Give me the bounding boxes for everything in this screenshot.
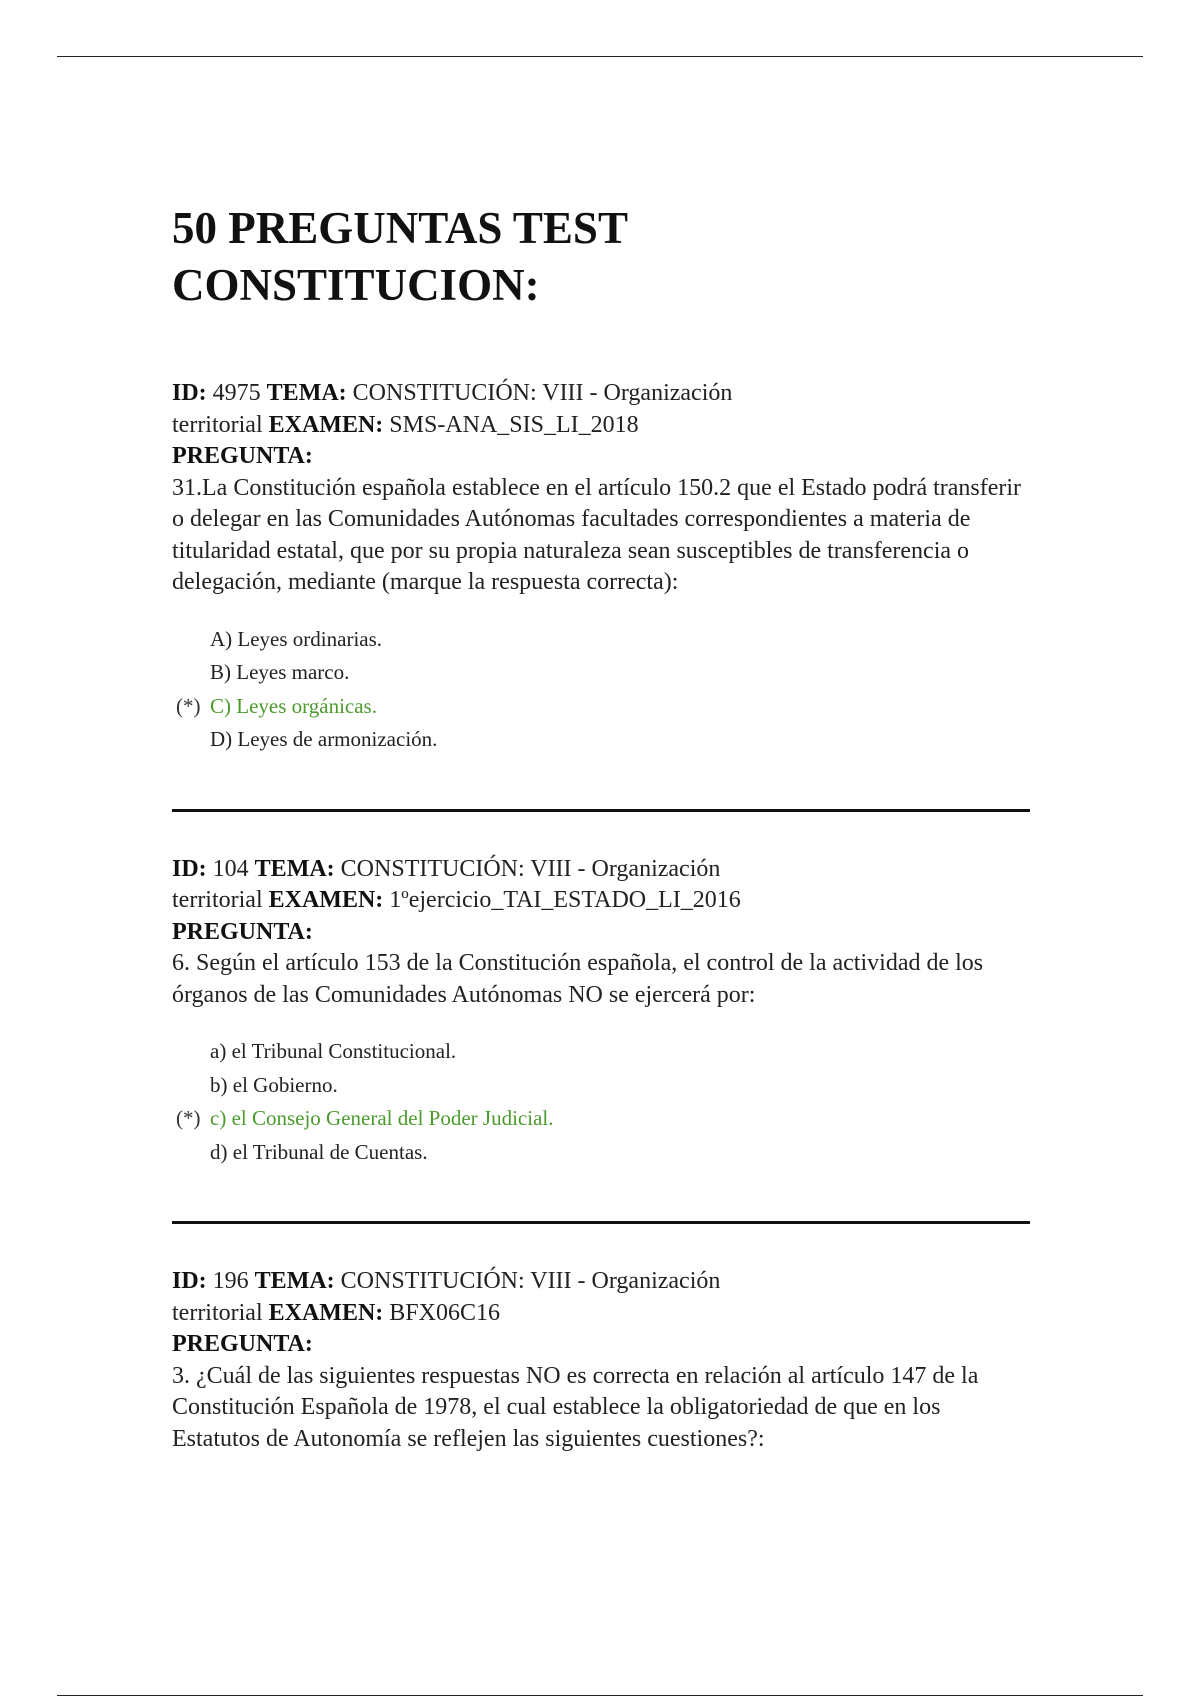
tema-label: TEMA: bbox=[254, 1268, 335, 1294]
question-id: 104 bbox=[212, 855, 249, 882]
question-block bbox=[172, 1266, 1030, 1455]
answer-options bbox=[172, 1035, 1030, 1169]
question-block bbox=[172, 854, 1030, 1170]
question-examen: BFX06C16 bbox=[389, 1299, 500, 1326]
question-separator bbox=[172, 809, 1030, 812]
question-separator bbox=[172, 1221, 1030, 1224]
question-examen: SMS-ANA_SIS_LI_2018 bbox=[389, 411, 639, 438]
examen-label: EXAMEN: bbox=[268, 887, 384, 913]
question-text: 3. ¿Cuál de las siguientes respuestas NO es correcta en relación al artículo 147 de la Constitución Española de 1978, el cual establece la obligatoriedad de que en los Estatutos de Autonomía se reflejen las siguientes cuestiones?: bbox=[172, 1362, 979, 1452]
question-tema-cont: territorial bbox=[172, 411, 263, 438]
option-text: D) Leyes de armonización. bbox=[210, 727, 438, 751]
answer-option bbox=[172, 1069, 1030, 1103]
option-text: d) el Tribunal de Cuentas. bbox=[210, 1139, 428, 1164]
page-top-rule bbox=[57, 56, 1143, 57]
question-examen: 1ºejercicio_TAI_ESTADO_LI_2016 bbox=[389, 887, 741, 913]
answer-option-correct bbox=[172, 690, 1030, 724]
question-text: 6. Según el artículo 153 de la Constitución española, el control de la actividad de los órganos de las Comunidades Autónomas NO se ejercerá por: bbox=[172, 950, 984, 1008]
tema-label: TEMA: bbox=[266, 380, 347, 406]
question-meta bbox=[172, 854, 1030, 917]
option-text: c) el Consejo General del Poder Judicial. bbox=[210, 1106, 554, 1130]
id-label: ID: bbox=[172, 1268, 207, 1294]
question-meta bbox=[172, 378, 1030, 441]
question-block bbox=[172, 378, 1030, 757]
pregunta-label: PREGUNTA: bbox=[172, 1331, 313, 1357]
id-label: ID: bbox=[172, 855, 207, 882]
document-title: 50 PREGUNTAS TEST CONSTITUCION: bbox=[172, 203, 628, 310]
correct-marker: (*) bbox=[176, 1106, 201, 1130]
tema-label: TEMA: bbox=[254, 855, 335, 882]
answer-option bbox=[172, 1035, 1030, 1069]
document-body bbox=[172, 200, 1030, 1455]
question-tema: CONSTITUCIÓN: VIII - Organización bbox=[340, 855, 721, 882]
pregunta-label: PREGUNTA: bbox=[172, 443, 313, 469]
id-label: ID: bbox=[172, 380, 207, 406]
answer-option bbox=[172, 723, 1030, 757]
pregunta-label: PREGUNTA: bbox=[172, 918, 313, 945]
page-bottom-rule bbox=[57, 1695, 1143, 1696]
option-text: a) el Tribunal Constitucional. bbox=[210, 1039, 457, 1063]
correct-marker: (*) bbox=[176, 693, 201, 718]
question-tema-cont: territorial bbox=[172, 887, 263, 913]
option-text: C) Leyes orgánicas. bbox=[210, 693, 377, 718]
answer-option-correct bbox=[172, 1102, 1030, 1136]
answer-option bbox=[172, 1136, 1030, 1170]
question-tema: CONSTITUCIÓN: VIII - Organización bbox=[352, 380, 733, 406]
question-tema: CONSTITUCIÓN: VIII - Organización bbox=[340, 1268, 721, 1294]
question-text: 31.La Constitución española establece en el artículo 150.2 que el Estado podrá transferir o delegar en las Comunidades Autónomas facultades correspondientes a materia de titularidad estatal, que por su propia naturaleza sean susceptibles de transferencia o delegación, mediante (marque la respuesta correcta): bbox=[172, 474, 1022, 595]
question-id: 196 bbox=[212, 1268, 249, 1294]
option-text: b) el Gobierno. bbox=[210, 1072, 338, 1097]
answer-option bbox=[172, 656, 1030, 690]
answer-option bbox=[172, 623, 1030, 657]
answer-options bbox=[172, 623, 1030, 757]
examen-label: EXAMEN: bbox=[268, 411, 384, 438]
question-tema-cont: territorial bbox=[172, 1299, 263, 1326]
question-id: 4975 bbox=[212, 380, 261, 406]
option-text: A) Leyes ordinarias. bbox=[210, 626, 383, 651]
question-meta bbox=[172, 1266, 1030, 1329]
option-text: B) Leyes marco. bbox=[210, 660, 350, 684]
examen-label: EXAMEN: bbox=[268, 1299, 384, 1326]
